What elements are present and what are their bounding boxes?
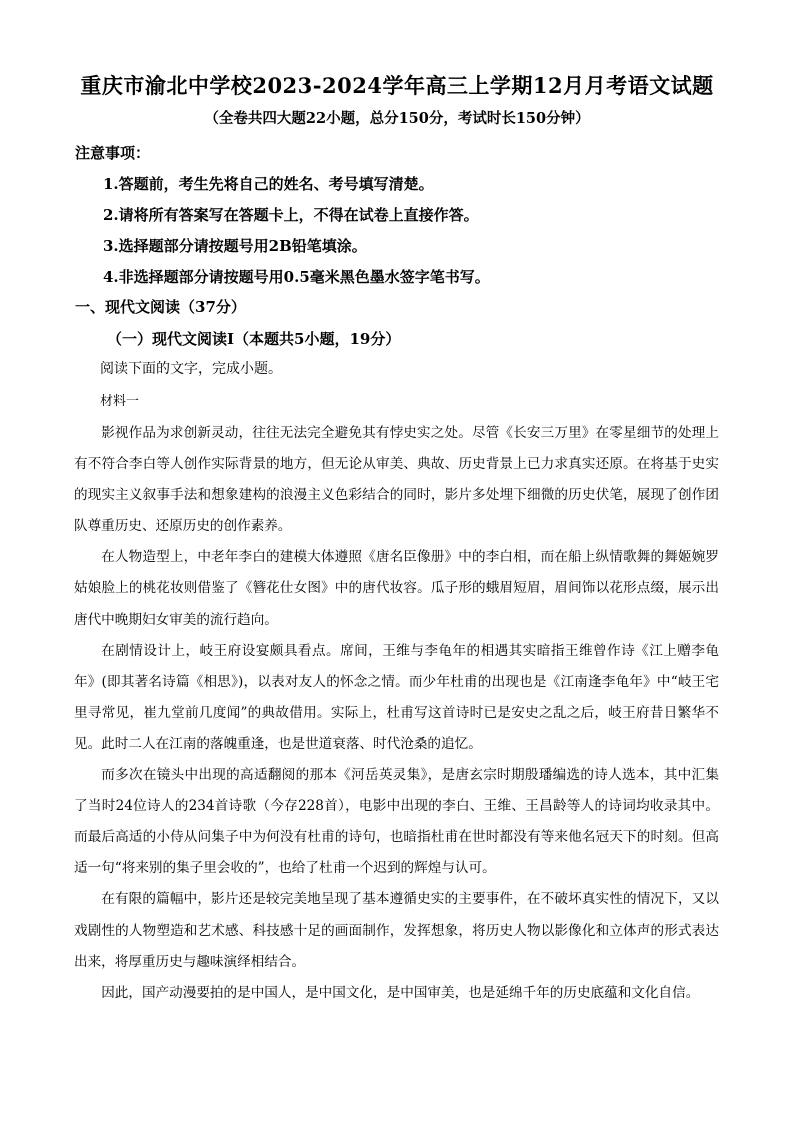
passage-paragraph: 在人物造型上，中老年李白的建模大体遵照《唐名臣像册》中的李白相，而在船上纵情歌舞的舞姬婉罗姑娘脸上的桃花妆则借鉴了《簪花仕女图》中的唐代妆容。瓜子形的蛾眉短眉，眉间饰以花形点缀，展示出唐代中晚期妇女审美的流行趋向。 [74,549,719,628]
notice-item: 3.选择题部分请按题号用2B铅笔填涂。 [103,237,367,255]
section-subheading: （一）现代文阅读Ⅰ（本题共5小题，19分） [107,330,401,348]
material-label: 材料一 [100,394,140,409]
exam-subtitle: （全卷共四大题22小题，总分150分，考试时长150分钟） [204,110,590,127]
passage-paragraph: 影视作品为求创新灵动，往往无法完全避免其有悖史实之处。尽管《长安三万里》在零星细节的处理上有不符合李白等人创作实际背景的地方，但无论从审美、典故、历史背景上已力求真实还原。在将基于史实的现实主义叙事手法和想象建构的浪漫主义色彩结合的同时，影片多处埋下细微的历史伏笔，展现了创作团队尊重历史、还原历史的创作素养。 [74,425,719,535]
passage-paragraph: 在剧情设计上，岐王府设宴颇具看点。席间，王维与李龟年的相遇其实暗指王维曾作诗《江上赠李龟年》(即其著名诗篇《相思》)，以表对友人的怀念之情。而少年杜甫的出现也是《江南逢李龟年》中“岐王宅里寻常见，崔九堂前几度闻”的典故借用。实际上，杜甫写这首诗时已是安史之乱之后，岐王府昔日繁华不见。此时二人在江南的落魄重逢，也是世道衰落、时代沧桑的追忆。 [74,642,719,752]
exam-title: 重庆市渝北中学校2023-2024学年高三上学期12月月考语文试题 [80,73,714,98]
notice-item: 2.请将所有答案写在答题卡上，不得在试卷上直接作答。 [103,206,479,224]
notice-item: 1.答题前，考生先将自己的姓名、考号填写清楚。 [103,175,434,193]
notice-heading: 注意事项： [75,144,151,162]
notice-item: 4.非选择题部分请按题号用0.5毫米黑色墨水签字笔书写。 [103,268,490,286]
passage-paragraph: 在有限的篇幅中，影片还是较完美地呈现了基本遵循史实的主要事件，在不破坏真实性的情况下，又以戏剧性的人物塑造和艺术感、科技感十足的画面制作，发挥想象，将历史人物以影像化和立体声的形式表达出来，将厚重历史与趣味演绎相结合。 [74,891,719,970]
passage-paragraph: 而多次在镜头中出现的高适翻阅的那本《河岳英灵集》，是唐玄宗时期殷璠编选的诗人选本，其中汇集了当时24位诗人的234首诗歌（今存228首），电影中出现的李白、王维、王昌龄等人的诗词均收录其中。而最后高适的小侍从问集子中为何没有杜甫的诗句，也暗指杜甫在世时都没有等来他名冠天下的时刻。但高适一句“将来别的集子里会收的”，也给了杜甫一个迟到的辉煌与认可。 [74,767,719,877]
passage-paragraph: 因此，国产动漫要拍的是中国人，是中国文化，是中国审美，也是延绵千年的历史底蕴和文化自信。 [101,984,700,1001]
passage-body [74,418,719,1009]
reading-instruction: 阅读下面的文字，完成小题。 [100,361,282,377]
section-heading: 一、现代文阅读（37分） [75,298,246,316]
